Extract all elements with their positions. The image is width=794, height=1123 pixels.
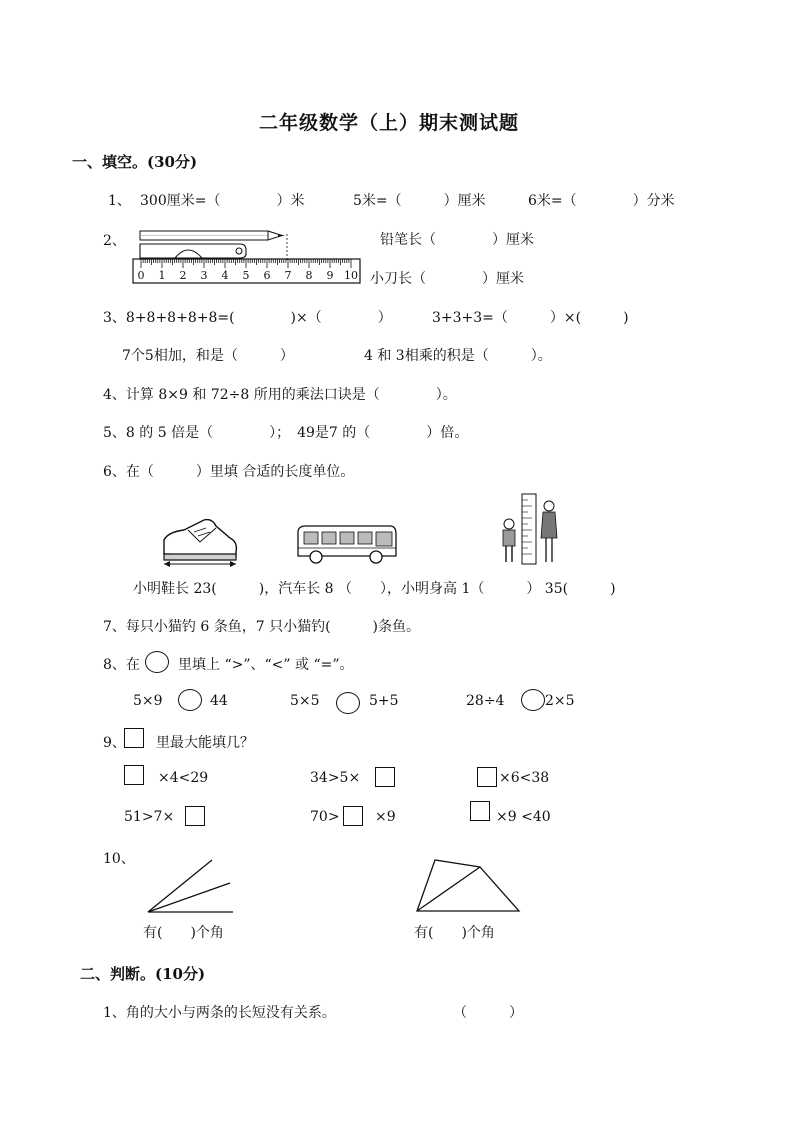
q3-line1-b: 3+3+3=（ ）×( ) — [432, 310, 629, 326]
q8-expr1-left: 5×9 — [133, 693, 163, 709]
q9-box-r2-2[interactable] — [343, 806, 363, 826]
ruler-tick-label: 7 — [284, 269, 292, 282]
q8-compare-circle-2[interactable] — [336, 692, 360, 714]
q9-box-r1-2[interactable] — [375, 767, 395, 787]
q8-expr2-left: 5×5 — [290, 693, 320, 709]
q6-text: 6、在（ ）里填 合适的长度单位。 — [103, 464, 355, 480]
ruler-tick-label: 3 — [200, 269, 208, 282]
page-title: 二年级数学（上）期末测试题 — [259, 112, 520, 134]
q6-answer-line: 小明鞋长 23( )，汽车长 8 （ ），小明身高 1（ ） 35( ) — [133, 581, 616, 597]
q4-text: 4、计算 8×9 和 72÷8 所用的乘法口诀是（ ）。 — [103, 387, 457, 403]
q8-text-suffix: 里填上 “>”、“<” 或 “=”。 — [178, 657, 354, 673]
angle-figure-quadrilateral — [412, 855, 522, 917]
ruler-tick-label: 9 — [326, 269, 334, 282]
q3-line2-b: 4 和 3相乘的积是（ ）。 — [364, 348, 552, 364]
q9-box-r2-1[interactable] — [185, 806, 205, 826]
q5-text: 5、8 的 5 倍是（ ）； 49是7 的（ ）倍。 — [103, 425, 469, 441]
compare-circle-blank[interactable] — [145, 651, 169, 673]
height-chart-people-icon — [498, 492, 570, 566]
q3-line2-a: 7个5相加，和是（ ） — [122, 348, 294, 364]
s2-q1-answer-paren: （ ） — [453, 1005, 523, 1021]
q9-r2-expr-b: 70> — [310, 809, 340, 825]
q8-expr1-right: 44 — [210, 693, 228, 709]
ruler-tick-label: 4 — [221, 269, 229, 282]
q8-expr2-right: 5+5 — [369, 693, 399, 709]
ruler-tick-label: 2 — [179, 269, 187, 282]
q9-number: 9、 — [103, 735, 126, 751]
s2-q1-text: 1、角的大小与两条的长短没有关系。 — [103, 1005, 336, 1021]
q9-r2-expr-c: ×9 — [375, 809, 396, 825]
q9-box-r1-3[interactable] — [477, 767, 497, 787]
q2-pencil-length: 铅笔长（ ）厘米 — [380, 232, 534, 248]
q9-box-r2-3[interactable] — [470, 801, 490, 821]
q9-r1-expr-b: 34>5× — [310, 770, 361, 786]
ruler-tick-label: 1 — [158, 269, 166, 282]
q9-r1-expr-a: ×4<29 — [158, 770, 209, 786]
q9-box-r1-1[interactable] — [124, 765, 144, 785]
ruler-tick-label: 8 — [305, 269, 313, 282]
q10-caption-2: 有( )个角 — [414, 925, 495, 941]
q9-r2-expr-d: ×9 <40 — [496, 809, 551, 825]
bus-icon — [296, 524, 400, 566]
q8-compare-circle-1[interactable] — [178, 689, 202, 711]
ruler-tick-label: 0 — [137, 269, 145, 282]
q9-text: 里最大能填几？ — [156, 735, 254, 751]
ruler-tick-label: 6 — [263, 269, 271, 282]
ruler-tick-label: 10 — [344, 269, 358, 282]
q3-line1-a: 3、8+8+8+8+8=( )×（ ） — [103, 310, 392, 326]
q9-box-example[interactable] — [124, 728, 144, 748]
q10-number: 10、 — [103, 851, 135, 867]
q8-text-prefix: 8、在 — [103, 657, 140, 673]
q8-expr3-left: 28÷4 — [466, 693, 505, 709]
q1-part-c: 6米=（ ）分米 — [528, 193, 675, 209]
ruler-icon — [133, 259, 363, 285]
shoe-icon — [158, 514, 242, 566]
ruler-tick-label: 5 — [242, 269, 250, 282]
q9-r1-expr-c: ×6<38 — [499, 770, 550, 786]
q1-part-a: 300厘米=（ ）米 — [140, 193, 305, 209]
section-heading-judge: 二、判断。(10分) — [80, 965, 206, 983]
q10-caption-1: 有( )个角 — [143, 925, 224, 941]
angle-figure-rays — [145, 855, 240, 917]
q7-text: 7、每只小猫钓 6 条鱼，7 只小猫钓( )条鱼。 — [103, 619, 420, 635]
q2-knife-length: 小刀长（ ）厘米 — [370, 271, 524, 287]
pencil-end-marker — [286, 234, 290, 264]
q2-number: 2、 — [103, 233, 126, 249]
section-heading-fill-blanks: 一、填空。(30分) — [72, 153, 198, 171]
q1-number: 1、 — [108, 193, 131, 209]
q9-r2-expr-a: 51>7× — [124, 809, 175, 825]
q8-expr3-right: 2×5 — [545, 693, 575, 709]
q1-part-b: 5米=（ ）厘米 — [353, 193, 486, 209]
q8-compare-circle-3[interactable] — [521, 689, 545, 711]
